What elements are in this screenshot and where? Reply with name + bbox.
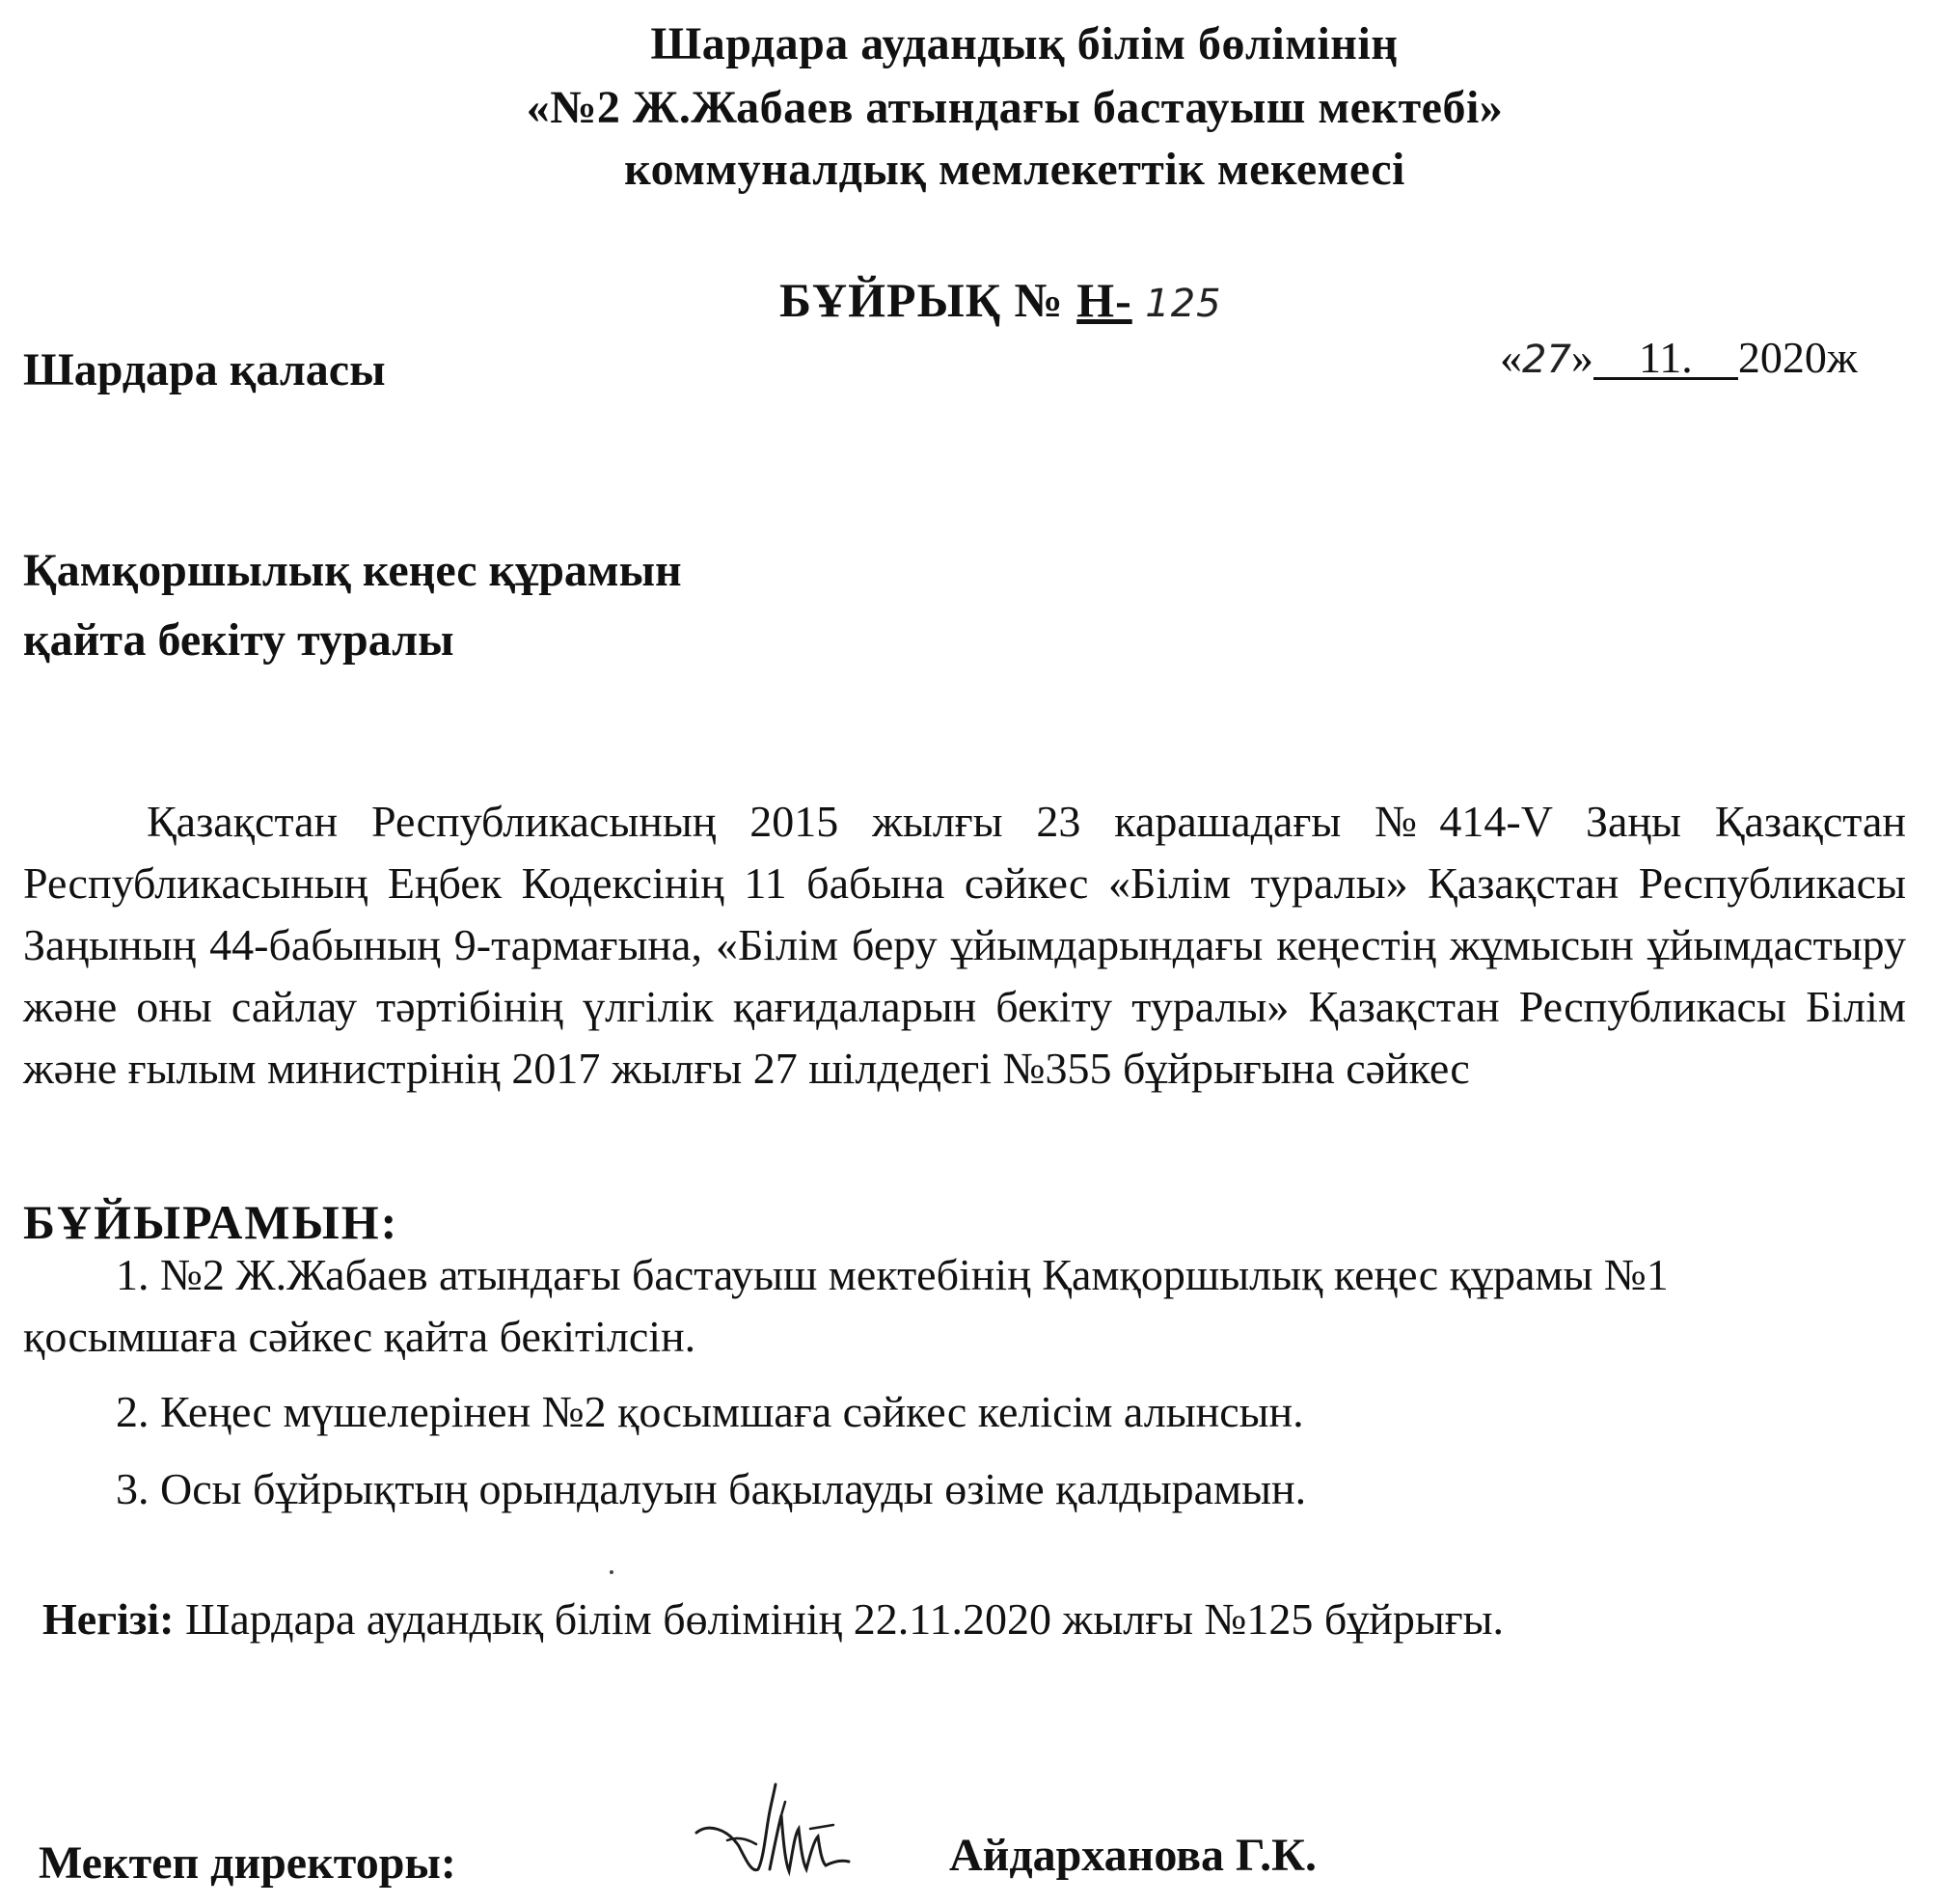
director-role: Мектеп директоры: [39, 1837, 456, 1889]
city-name: Шардара қаласы [23, 344, 386, 395]
subject-line-1: Қамқоршылық кеңес құрамын [23, 545, 682, 596]
order-item: 2. Кеңес мүшелерінен №2 қосымшаға сәйкес келісім алынсын. [116, 1387, 1304, 1436]
director-name: Айдарханова Г.К. [949, 1830, 1317, 1881]
date-open-quote: « [1500, 333, 1522, 382]
body-text: Қазақстан Республикасының 2015 жылғы 23 карашадағы №414-V Заңы Қазақстан Республикасының Еңбек Кодексінің 11 бабына сәйкес «Білім туралы» Қазақстан Республикасы Заңының 44-бабының 9-тармағына, «Білім беру ұйымдарындағы кеңестің жұмысын ұйымдастыру және оны сайлау тәртібінің үлгілік қағидаларын бекіту туралы» Қазақстан Республикасы Білім және ғылым министрінің 2017 жылғы 27 шілдедегі №355 бұйрығына сәйкес [23, 797, 1906, 1093]
header-line-3: коммуналдық мемлекеттік мекемесі [624, 144, 1405, 195]
order-date [1500, 332, 1858, 383]
handwritten-signature [689, 1773, 862, 1889]
basis-label: Негізі: [42, 1594, 175, 1644]
date-close-quote: » [1570, 333, 1593, 382]
order-item: 3. Осы бұйрықтың орындалуын бақылауды өзіме қалдырамын. [116, 1464, 1307, 1513]
order-item: 1. №2 Ж.Жабаев атындағы бастауыш мектебінің Қамқоршылық кеңес құрамы №1 қосымшаға сәйкес қайта бекітілсін. [23, 1250, 1669, 1361]
order-title [779, 272, 1222, 328]
order-subject [23, 536, 682, 675]
header-line-2: «№2 Ж.Жабаев атындағы бастауыш мектебі» [526, 82, 1504, 133]
basis-text: Шардара аудандық білім бөлімінің 22.11.2020 жылғы №125 бұйрығы. [184, 1594, 1505, 1644]
scan-speck [610, 1570, 613, 1574]
body-paragraph [23, 791, 1906, 1100]
order-prefix: Н- [1076, 273, 1132, 327]
order-number-handwritten: 125 [1145, 282, 1222, 326]
header-line-1: Шардара аудандық білім бөлімінің [650, 18, 1399, 69]
date-month: 11. [1593, 339, 1738, 380]
basis-line [42, 1593, 1504, 1645]
order-title-label: БҰЙРЫҚ № [779, 273, 1064, 327]
subject-line-2: қайта бекіту туралы [23, 614, 454, 666]
date-year: 2020ж [1737, 333, 1858, 382]
date-day-handwritten: 27 [1522, 338, 1571, 382]
order-word: БҰЙЫРАМЫН: [23, 1195, 399, 1249]
